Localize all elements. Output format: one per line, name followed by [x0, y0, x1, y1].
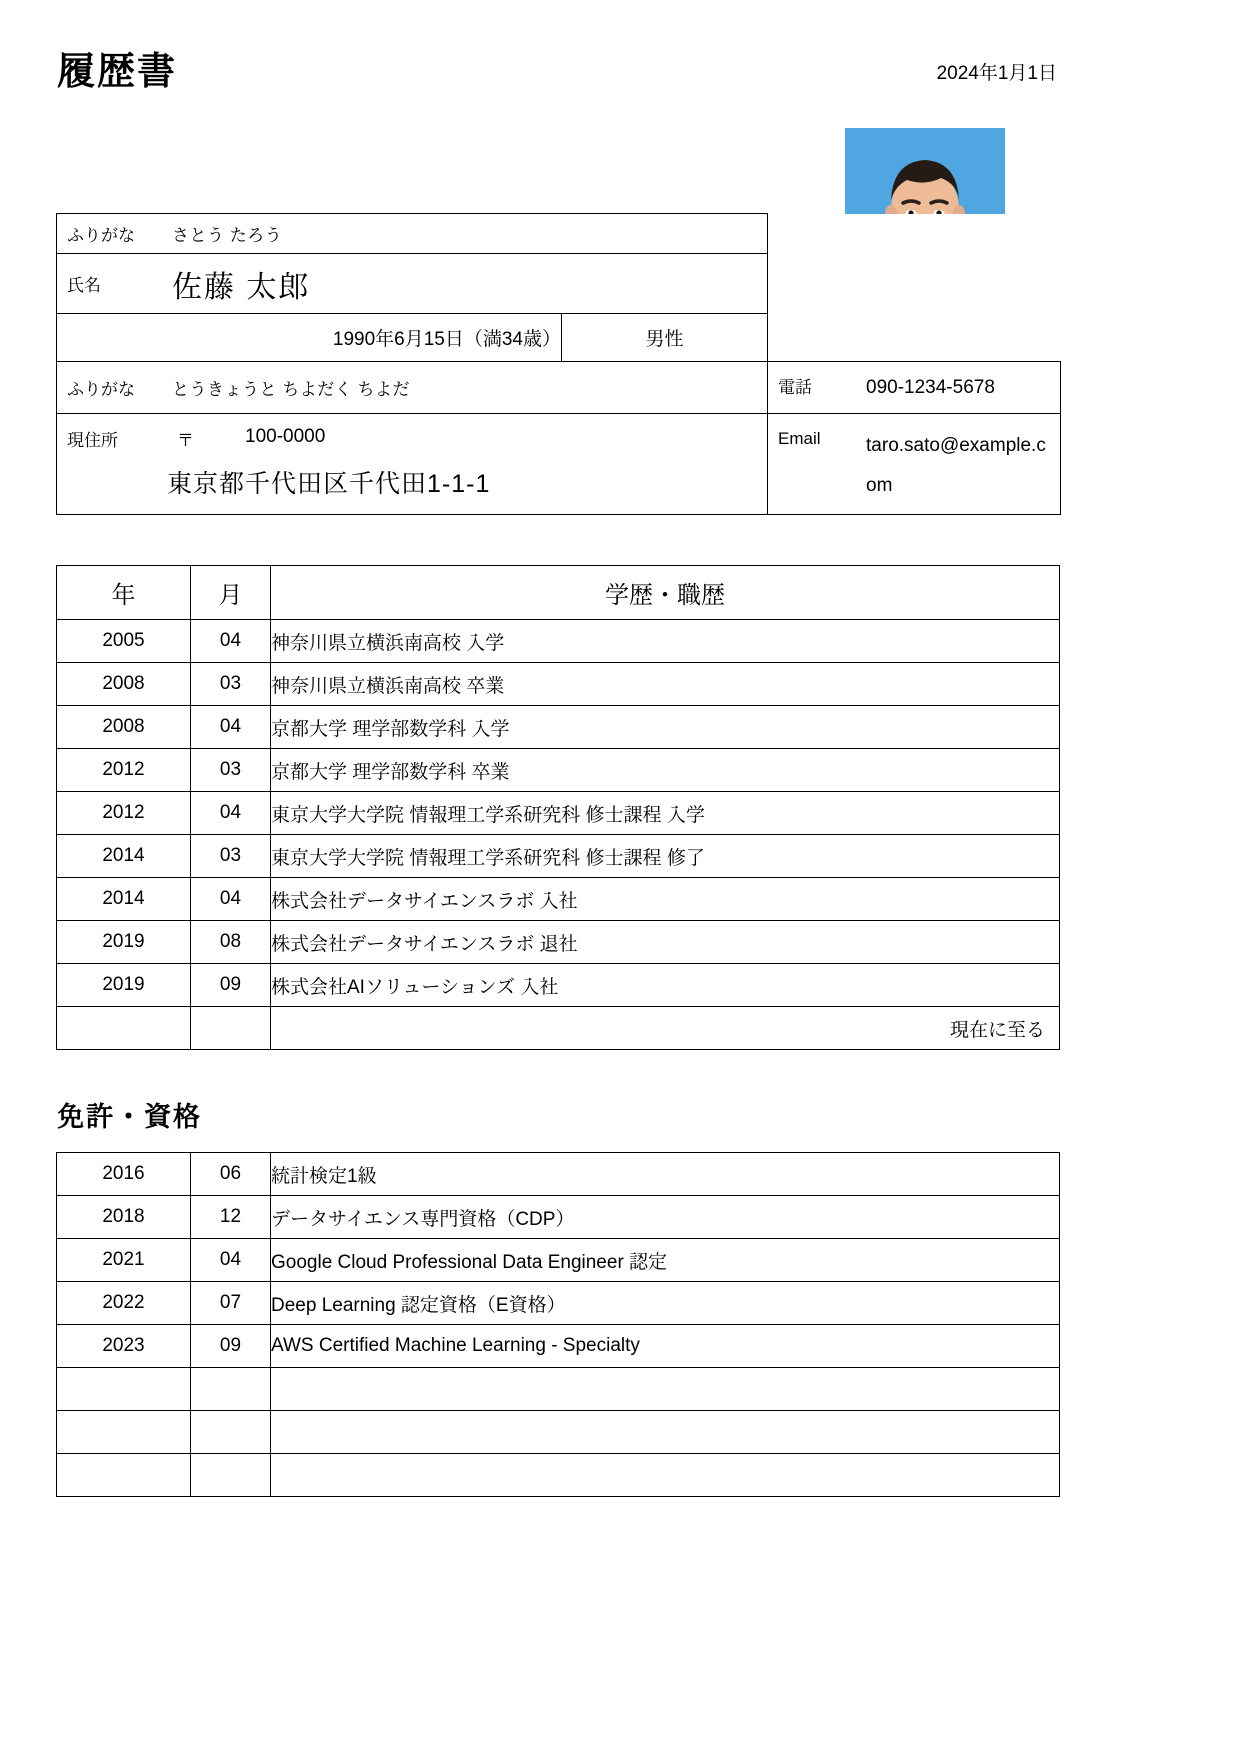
qualification-detail: AWS Certified Machine Learning - Specialty	[271, 1325, 1060, 1368]
name-furigana-cell	[57, 214, 768, 254]
qualification-detail: Google Cloud Professional Data Engineer 認定	[271, 1239, 1060, 1282]
table-row	[57, 620, 1060, 663]
postal-mark-icon: 〒	[177, 431, 194, 450]
table-row	[57, 663, 1060, 706]
qualification-month: 07	[191, 1282, 271, 1325]
history-year	[57, 1007, 191, 1050]
qualification-month	[191, 1454, 271, 1497]
table-row	[57, 1196, 1060, 1239]
qualification-detail: Deep Learning 認定資格（E資格）	[271, 1282, 1060, 1325]
history-year: 2008	[57, 663, 191, 706]
table-row	[57, 1153, 1060, 1196]
history-table	[56, 565, 1060, 1050]
qualification-year: 2021	[57, 1239, 191, 1282]
personal-info-table	[56, 213, 1061, 515]
email-label: Email	[778, 429, 821, 448]
history-detail: 株式会社データサイエンスラボ 退社	[271, 921, 1060, 964]
table-row	[57, 1368, 1060, 1411]
qualification-year	[57, 1454, 191, 1497]
qualification-year: 2023	[57, 1325, 191, 1368]
gender-value: 男性	[562, 314, 768, 362]
history-year: 2014	[57, 835, 191, 878]
address-furigana-value: とうきょうと ちよだく ちよだ	[172, 380, 410, 399]
history-detail: 株式会社データサイエンスラボ 入社	[271, 878, 1060, 921]
history-month: 04	[191, 878, 271, 921]
table-row	[57, 1007, 1060, 1050]
table-row	[57, 706, 1060, 749]
qualification-detail: データサイエンス専門資格（CDP）	[271, 1196, 1060, 1239]
page-title: 履歴書	[57, 51, 178, 93]
history-month: 04	[191, 620, 271, 663]
table-row	[57, 1411, 1060, 1454]
history-detail: 京都大学 理学部数学科 卒業	[271, 749, 1060, 792]
history-year: 2005	[57, 620, 191, 663]
qualification-detail: 統計検定1級	[271, 1153, 1060, 1196]
table-row	[57, 964, 1060, 1007]
qualification-month: 06	[191, 1153, 271, 1196]
qualification-year: 2018	[57, 1196, 191, 1239]
name-furigana-label: ふりがな	[67, 226, 135, 245]
qualification-month	[191, 1411, 271, 1454]
history-month: 03	[191, 835, 271, 878]
email-value: taro.sato@example.com	[866, 435, 1046, 496]
qualification-detail	[271, 1368, 1060, 1411]
history-header-month: 月	[191, 566, 271, 620]
history-header-detail: 学歴・職歴	[271, 566, 1060, 620]
phone-cell	[768, 362, 1061, 414]
table-row	[57, 792, 1060, 835]
history-month	[191, 1007, 271, 1050]
history-month: 03	[191, 663, 271, 706]
table-row	[57, 1239, 1060, 1282]
history-year: 2019	[57, 921, 191, 964]
document-date: 2024年1月1日	[936, 63, 1057, 84]
name-furigana-row	[57, 214, 1061, 254]
qualification-month: 12	[191, 1196, 271, 1239]
phone-value: 090-1234-5678	[866, 377, 995, 398]
address-label: 現住所	[67, 431, 118, 450]
photo-spacer-cell	[768, 214, 1061, 362]
name-cell	[57, 254, 768, 314]
table-row	[57, 1282, 1060, 1325]
address-cell	[57, 414, 768, 515]
history-year: 2012	[57, 792, 191, 835]
table-row	[57, 835, 1060, 878]
history-month: 04	[191, 706, 271, 749]
table-row	[57, 1325, 1060, 1368]
history-detail-current: 現在に至る	[271, 1007, 1060, 1050]
history-detail: 神奈川県立横浜南高校 卒業	[271, 663, 1060, 706]
address-value: 東京都千代田区千代田1-1-1	[167, 470, 491, 498]
phone-label: 電話	[778, 377, 813, 397]
history-detail: 株式会社AIソリューションズ 入社	[271, 964, 1060, 1007]
name-furigana-value: さとう たろう	[172, 226, 283, 245]
history-month: 08	[191, 921, 271, 964]
history-year: 2019	[57, 964, 191, 1007]
history-year: 2014	[57, 878, 191, 921]
history-detail: 東京大学大学院 情報理工学系研究科 修士課程 修了	[271, 835, 1060, 878]
name-label: 氏名	[67, 276, 101, 295]
history-month: 03	[191, 749, 271, 792]
birthdate-value: 1990年6月15日（満34歳）	[57, 314, 562, 362]
history-detail: 京都大学 理学部数学科 入学	[271, 706, 1060, 749]
qualification-year: 2022	[57, 1282, 191, 1325]
history-month: 09	[191, 964, 271, 1007]
history-header-row	[57, 566, 1060, 620]
history-header-year: 年	[57, 566, 191, 620]
qualification-month: 09	[191, 1325, 271, 1368]
qualification-year: 2016	[57, 1153, 191, 1196]
table-row	[57, 1454, 1060, 1497]
qualifications-table	[56, 1152, 1060, 1497]
address-furigana-cell	[57, 362, 768, 414]
qualification-year	[57, 1368, 191, 1411]
document-header	[57, 48, 1057, 108]
history-month: 04	[191, 792, 271, 835]
address-furigana-row	[57, 362, 1061, 414]
history-year: 2012	[57, 749, 191, 792]
email-cell	[768, 414, 1061, 515]
qualification-detail	[271, 1454, 1060, 1497]
name-value: 佐藤 太郎	[172, 270, 311, 304]
qualification-detail	[271, 1411, 1060, 1454]
history-year: 2008	[57, 706, 191, 749]
qualification-month	[191, 1368, 271, 1411]
history-detail: 東京大学大学院 情報理工学系研究科 修士課程 入学	[271, 792, 1060, 835]
qualification-year	[57, 1411, 191, 1454]
table-row	[57, 878, 1060, 921]
address-furigana-label: ふりがな	[67, 380, 135, 399]
history-detail: 神奈川県立横浜南高校 入学	[271, 620, 1060, 663]
address-row	[57, 414, 1061, 515]
qualification-month: 04	[191, 1239, 271, 1282]
table-row	[57, 749, 1060, 792]
qualifications-title: 免許・資格	[57, 1102, 202, 1132]
table-row	[57, 921, 1060, 964]
postal-code-value: 100-0000	[245, 426, 326, 447]
